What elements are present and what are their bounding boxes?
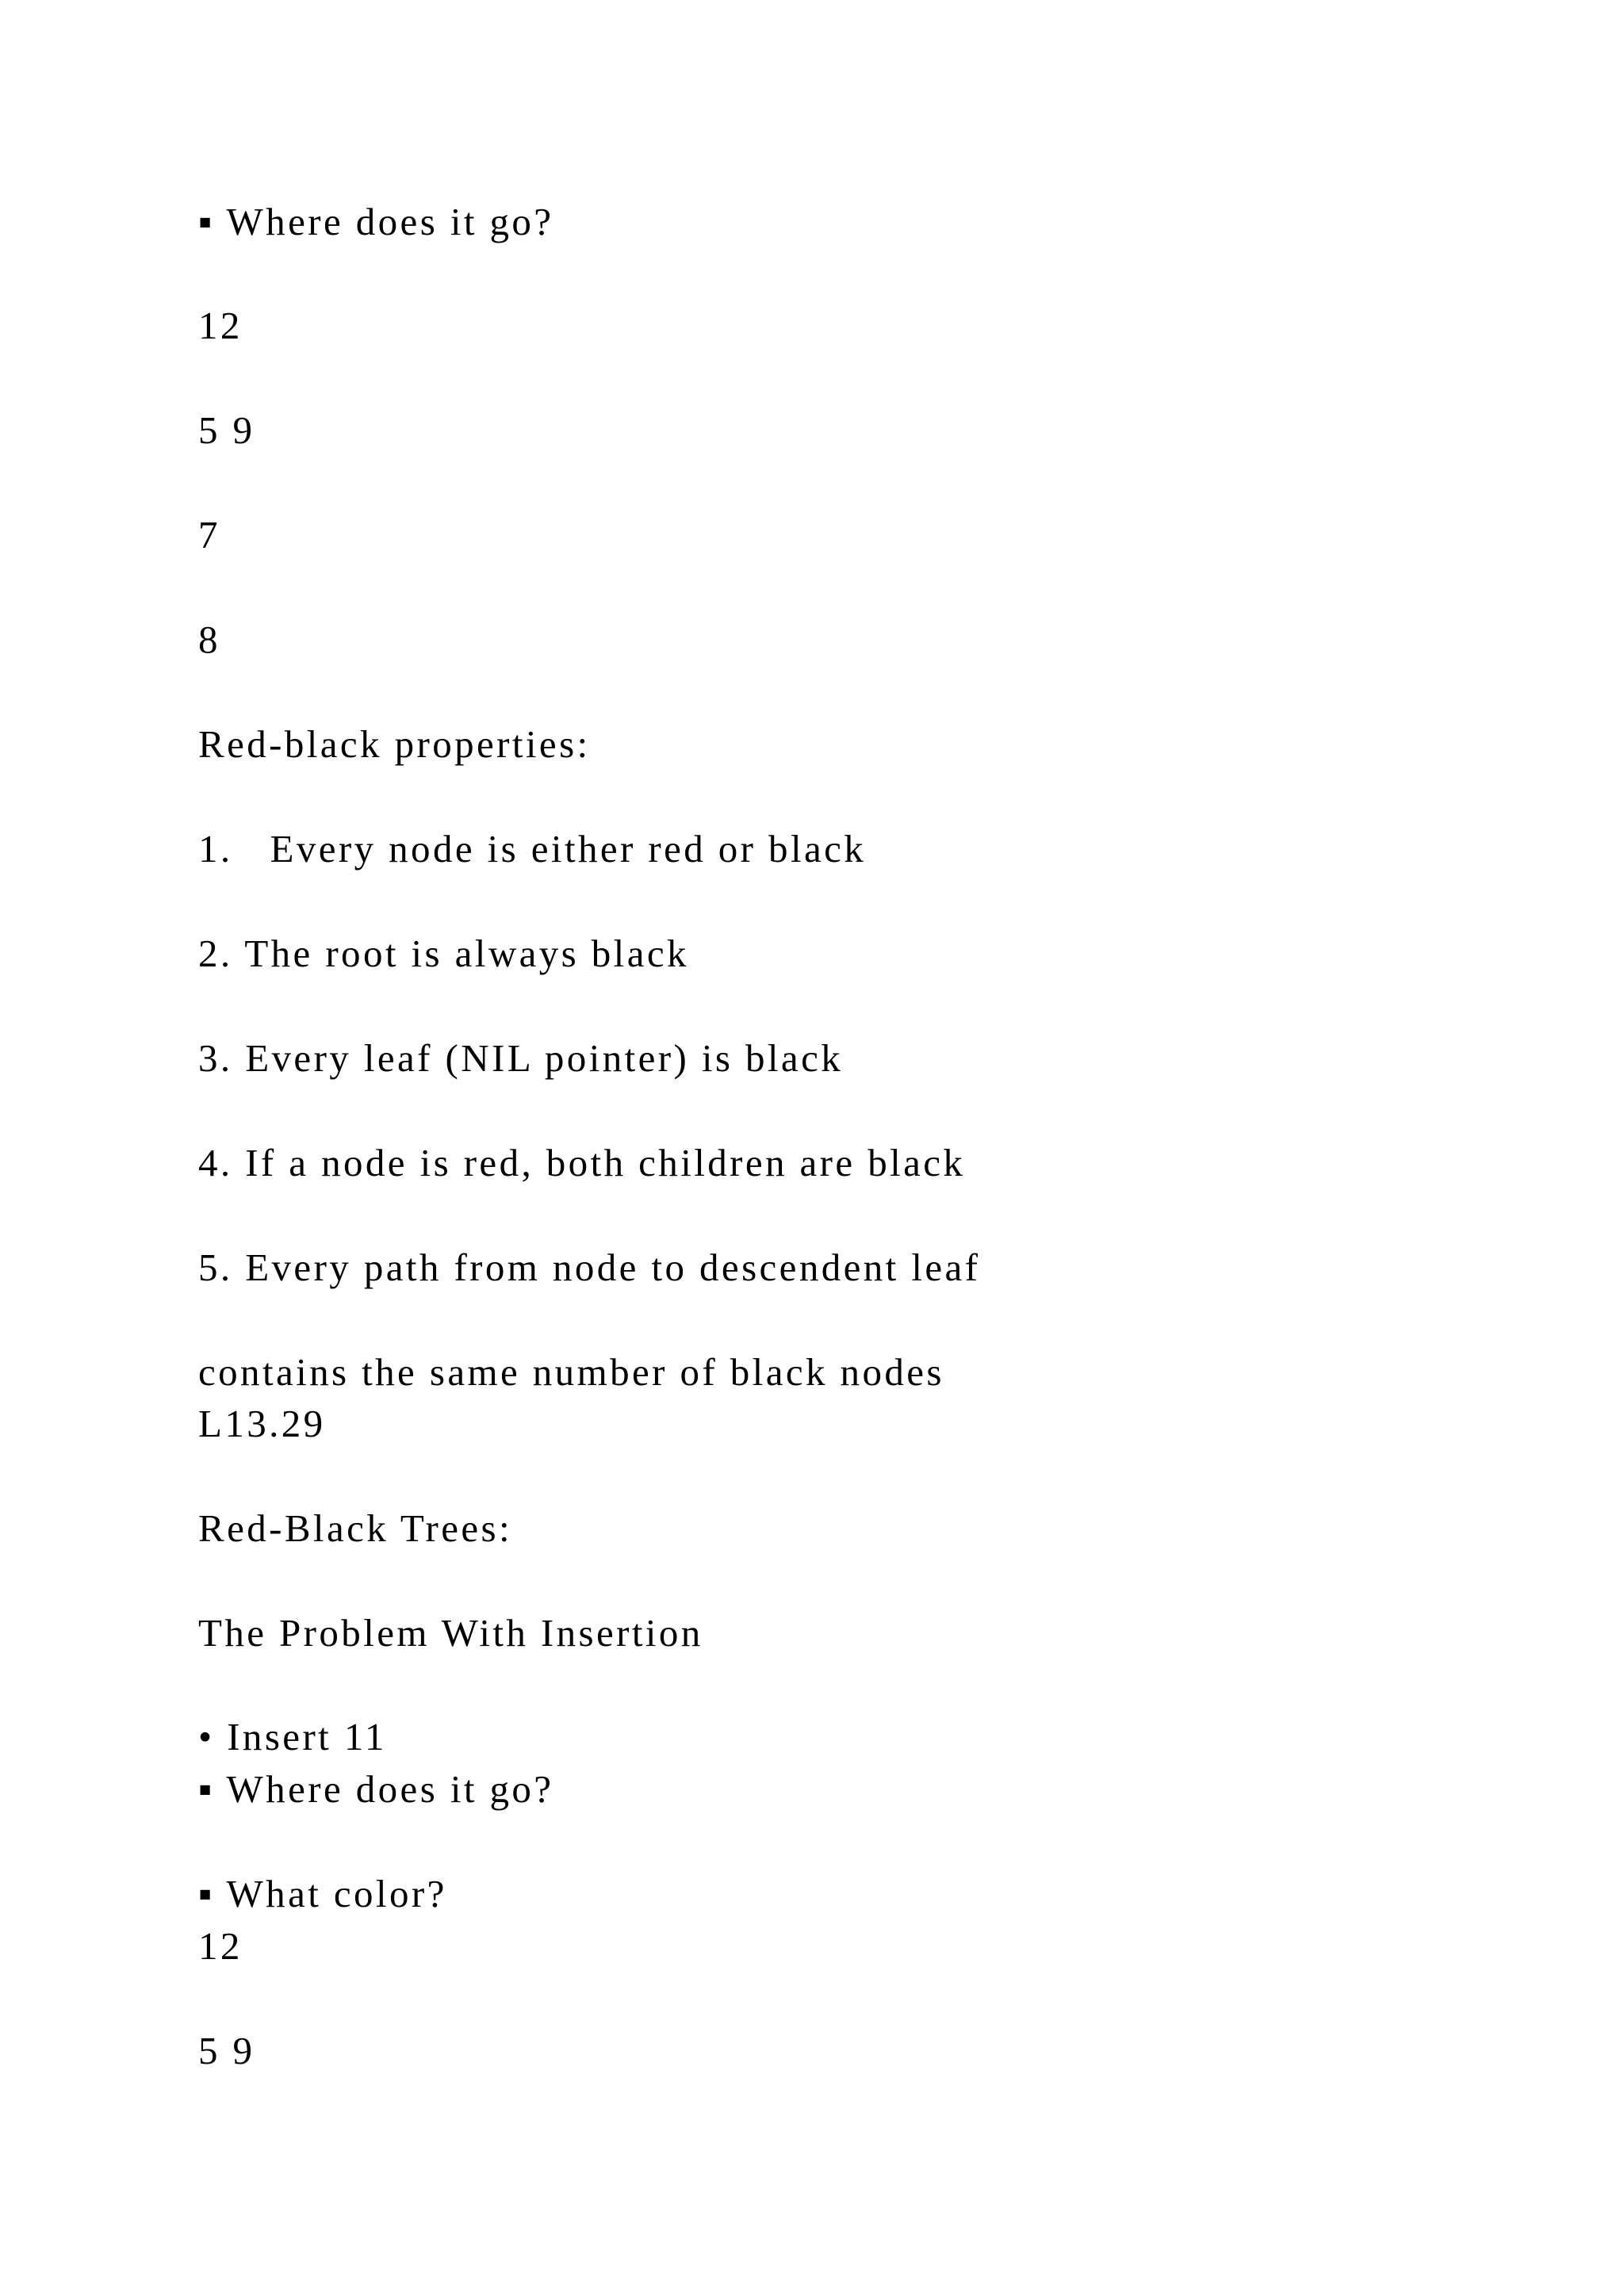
section-subtitle: The Problem With Insertion	[198, 1611, 703, 1655]
property-5-continuation: contains the same number of black nodes	[198, 1350, 944, 1394]
property-5: 5. Every path from node to descendent leaf	[198, 1246, 981, 1289]
bullet-where-does-it-go: ▪ Where does it go?	[198, 200, 554, 243]
property-2: 2. The root is always black	[198, 932, 689, 975]
slide-number: L13.29	[198, 1402, 326, 1445]
property-3: 3. Every leaf (NIL pointer) is black	[198, 1036, 844, 1080]
section-title: Red-Black Trees:	[198, 1506, 513, 1550]
tree-node-12: 12	[198, 304, 243, 347]
tree-node-8: 8	[198, 618, 220, 661]
property-1: 1. Every node is either red or black	[198, 827, 867, 871]
sub-bullet-where-does-it-go: ▪ Where does it go?	[198, 1767, 554, 1811]
tree-node-7: 7	[198, 513, 220, 557]
bullet-insert-11: • Insert 11	[198, 1715, 387, 1758]
property-4: 4. If a node is red, both children are black	[198, 1141, 966, 1184]
tree-nodes-5-9: 5 9	[198, 408, 255, 452]
properties-heading: Red-black properties:	[198, 722, 591, 766]
sub-bullet-what-color: ▪ What color?	[198, 1872, 447, 1915]
tree-nodes-5-9-second: 5 9	[198, 2029, 255, 2072]
tree-node-12-second: 12	[198, 1924, 243, 1968]
